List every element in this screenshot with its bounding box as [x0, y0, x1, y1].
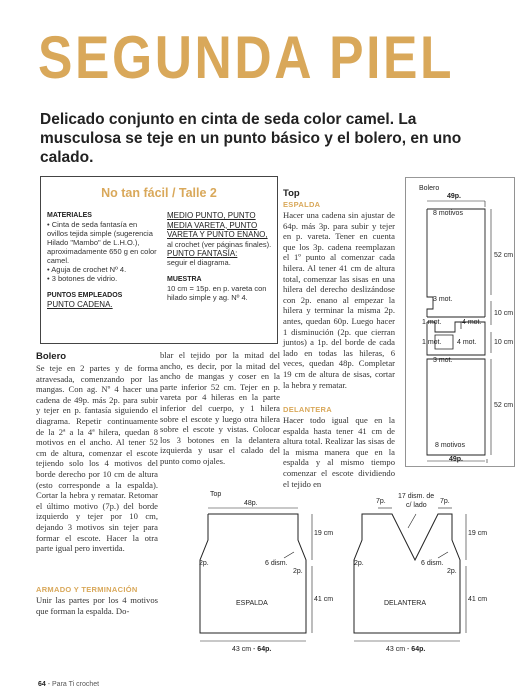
espalda-label: ESPALDA — [236, 600, 268, 607]
materiales-item-1: • Cinta de seda fantasía en ovillos tejida simple (sugerencia Hilado "Mambo" de L.H.O.), aproximadamente 650 g en color camel. — [47, 220, 157, 265]
stitches-column — [167, 211, 275, 302]
muestra-text: 10 cm = 15p. en p. vareta con hilado simple y ag. Nº 4. — [167, 284, 267, 302]
espalda-height: 41 cm — [314, 596, 334, 603]
bolero-height-mid1: 10 cm — [494, 310, 514, 317]
puntos-heading: PUNTOS EMPLEADOS — [47, 292, 123, 299]
top-heading: Top — [283, 188, 300, 199]
espalda-dism: 6 dism. — [265, 560, 288, 567]
bolero-bottom-width-value: 49p. — [449, 456, 464, 463]
stitches-link: MEDIO PUNTO, PUNTO MEDIA VARETA, PUNTO VARETA Y PUNTO ENANO, — [167, 211, 268, 239]
espalda-2p-left: 2p. — [199, 560, 209, 567]
stitches-note: al crochet (ver páginas finales). — [167, 239, 272, 249]
espalda-width: 48p. — [244, 500, 258, 507]
bolero-mot3-a: 3 mot. — [433, 296, 453, 303]
delantera-right-7p: 7p. — [440, 498, 450, 505]
page-subtitle: Delicado conjunto en cinta de seda color camel. La musculosa se teje en un punto básico y el bolero, en uno calado. — [40, 111, 462, 166]
bolero-mot1-b: 1 mot. — [422, 339, 442, 346]
delantera-label: DELANTERA — [384, 600, 427, 607]
bolero-diagram-title: Bolero — [419, 185, 440, 192]
punto-fantasia-note: seguir el diagrama. — [167, 258, 231, 267]
bolero-height-mid2: 10 cm — [494, 339, 514, 346]
bolero-text-col2: blar el tejido por la mitad del ancho, es decir, por la mitad del ancho de mangas y coser en la parte inferior 52 cm. Tejer en p. vareta por 4 hileras en la parte inferior del cuerpo, y 1 hilera sobre el escote y luego otra hilera sobre el escote y vistas. Colocar los 3 botones en la delantera izquierda y usar el calado del punto como ojales. — [160, 350, 280, 466]
bolero-heading: Bolero — [36, 351, 67, 362]
page-footer — [38, 681, 99, 688]
espalda-2p-right: 2p. — [293, 568, 303, 575]
armado-heading: ARMADO Y TERMINACIÓN — [36, 585, 138, 594]
top-diagram — [180, 488, 502, 668]
delantera-2p-left: 2p. — [354, 560, 364, 567]
materiales-heading: MATERIALES — [47, 212, 92, 219]
bolero-mot4-a: 4 mot. — [462, 319, 482, 326]
bolero-top-width-value: 49p. — [447, 193, 462, 200]
materiales-item-2: • Aguja de crochet Nº 4. — [47, 265, 127, 274]
materiales-item-3: • 3 botones de vidrio. — [47, 274, 118, 283]
delantera-dism-top: 17 dism. de — [398, 493, 435, 500]
bolero-height-upper: 52 cm — [494, 252, 514, 259]
bolero-diagram — [405, 177, 515, 467]
espalda-base — [232, 646, 271, 653]
top-diagram-title: Top — [210, 491, 222, 498]
publication-name: - Para Ti crochet — [45, 681, 100, 688]
espalda-text: Hacer una cadena sin ajustar de 64p. más 3p. para subir y tejer en p. vareta. Tener en cuenta que los 3p. cadena reemplazan el 1º punto al comenzar cada hilera. Al tener 41 cm de altura total, comenzar las sisas en una hilera del derecho deslizándose con 2p. enano al empezar la hilera y terminar la misma 2p. antes, quedan 60p. Luego hacer 1 disminución (2p. que cierran juntos) a 1p. del borde de cada lado en todas las hileras, 6 veces, quedan 48p. Completar 19 cm de altura de sisas, cortar la hebra y rematar. — [283, 210, 395, 390]
delantera-left-7p: 7p. — [376, 498, 386, 505]
materials-column — [47, 211, 159, 310]
delantera-dism: 6 dism. — [421, 560, 444, 567]
delantera-height: 41 cm — [468, 596, 488, 603]
armado-text: Unir las partes por los 4 motivos que forman la espalda. Do- — [36, 595, 158, 616]
top-schematic — [180, 488, 502, 668]
bolero-motivos-bottom: 8 motivos — [435, 442, 465, 449]
delantera-text: Hacer todo igual que en la espalda hasta tener 41 cm de altura total. Realizar las sisas de la misma manera que en la espalda y al mismo tiempo comenzar el escote dividiendo el tejido en — [283, 415, 395, 489]
page-number: 64 — [38, 681, 46, 688]
delantera-base-p: 64p. — [411, 646, 426, 653]
delantera-base-cm: 43 cm - — [386, 646, 412, 653]
espalda-sisa: 19 cm — [314, 530, 334, 537]
bolero-mot1-a: 1 mot. — [422, 319, 442, 326]
punto-cadena-link: PUNTO CADENA. — [47, 300, 113, 309]
bolero-motivos-top: 8 motivos — [433, 210, 463, 217]
bolero-height-lower: 52 cm — [494, 402, 514, 409]
bolero-text-col1: Se teje en 2 partes y de forma atravesada, comenzando por las mangas. Con ag. Nº 4 hacer una cadena de 49p. más 2p. para subir y tejer en p. fantasía siguiendo el diagrama. Repetir continuamente de la 2ª a la 4ª hilera, quedan 8 motivos en el ancho. Al tener 52 cm de altura, comenzar el escote tejiendo solo los 4 motivos del borde derecho por 10 cm de altura (esto corresponde a la espalda). Cortar la hebra y rematar. Retomar el último motivo (7p.) del borde izquierdo y tejer por 10 cm, dejando 3 motivos sin tejer para formar el escote. Hacer la otra parte igual pero invertida. — [36, 363, 158, 554]
materials-box — [40, 176, 278, 344]
bolero-bottom-width — [449, 456, 463, 463]
espalda-base-cm: 43 cm - — [232, 646, 258, 653]
difficulty-heading: No tan fácil / Talle 2 — [101, 186, 217, 200]
bolero-mot3-b: 3 mot. — [433, 357, 453, 364]
espalda-heading: ESPALDA — [283, 200, 321, 209]
delantera-sisa: 19 cm — [468, 530, 488, 537]
delantera-dism-top-2: c/ lado — [406, 502, 427, 509]
muestra-heading: MUESTRA — [167, 276, 202, 283]
delantera-heading: DELANTERA — [283, 405, 332, 414]
espalda-base-p: 64p. — [257, 646, 272, 653]
bolero-top-width — [447, 193, 461, 200]
page-title: SEGUNDA PIEL — [38, 24, 455, 91]
punto-fantasia-link: PUNTO FANTASÍA: — [167, 248, 238, 258]
delantera-base — [386, 646, 425, 653]
delantera-2p-right: 2p. — [447, 568, 457, 575]
bolero-mot4-b: 4 mot. — [457, 339, 477, 346]
